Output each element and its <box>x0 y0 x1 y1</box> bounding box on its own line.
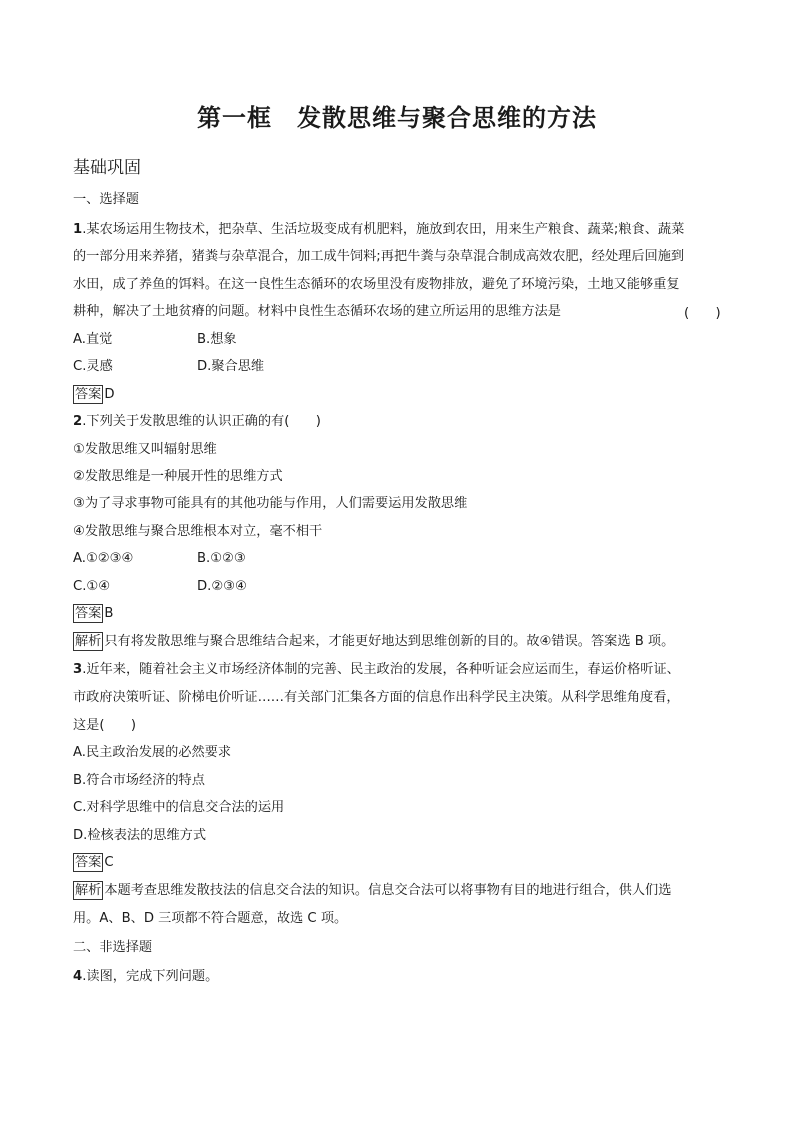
part-heading: 二、非选择题 <box>73 940 153 955</box>
q3-option-a: A.民主政治发展的必然要求 <box>73 745 232 760</box>
q2-option-d: D.②③④ <box>197 579 247 594</box>
q1-option-b: B.想象 <box>197 332 237 347</box>
answer-tag: 答案 <box>75 855 102 870</box>
q2-option-c: C.①④ <box>73 579 111 594</box>
q3-line-1: 3.近年来，随着社会主义市场经济体制的完善、民主政治的发展，各种听证会应运而生，春运价格听证、 <box>73 662 680 677</box>
q2-option-a: A.①②③④ <box>73 551 134 566</box>
q3-line-2: 市政府决策听证、阶梯电价听证……有关部门汇集各方面的信息作出科学民主决策。从科学思维角度看， <box>73 690 680 705</box>
q1-answer: 答案 D <box>75 387 115 402</box>
q2-stem: 2.下列关于发散思维的认识正确的有( ) <box>73 414 321 429</box>
q1-line-1: 1.某农场运用生物技术，把杂草、生活垃圾变成有机肥料，施放到农田，用来生产粮食、蔬菜;粮食、蔬菜 <box>73 222 685 237</box>
q3-analysis-line-1: 解析 本题考查思维发散技法的信息交合法的知识。信息交合法可以将事物有目的地进行组合，供人们选 <box>75 883 672 898</box>
q1-line-2: 的一部分用来养猪，猪粪与杂草混合，加工成牛饲料;再把牛粪与杂草混合制成高效农肥，经处理后回施到 <box>73 249 685 264</box>
q1-option-d: D.聚合思维 <box>197 359 265 374</box>
q3-answer: 答案 C <box>75 855 114 870</box>
q1-line-3: 水田，成了养鱼的饵料。在这一良性生态循环的农场里没有废物排放，避免了环境污染，土地又能够重复 <box>73 277 680 292</box>
q1-line-4: 耕种，解决了土地贫瘠的问题。材料中良性生态循环农场的建立所运用的思维方法是 <box>73 304 561 319</box>
page-title: 第一框 发散思维与聚合思维的方法 <box>197 103 597 132</box>
q3-line-3: 这是( ) <box>73 718 137 733</box>
analysis-tag: 解析 <box>75 883 102 898</box>
q2-item-4: ④发散思维与聚合思维根本对立，毫不相干 <box>73 524 323 539</box>
q1-option-a: A.直觉 <box>73 332 113 347</box>
q3-option-d: D.检核表法的思维方式 <box>73 828 207 843</box>
q3-analysis-line-2: 用。A、B、D 三项都不符合题意，故选 C 项。 <box>73 911 348 926</box>
q1-option-c: C.灵感 <box>73 359 113 374</box>
q3-option-b: B.符合市场经济的特点 <box>73 773 205 788</box>
answer-tag: 答案 <box>75 387 102 402</box>
q2-item-1: ①发散思维又叫辐射思维 <box>73 442 217 457</box>
analysis-tag: 解析 <box>75 634 102 649</box>
q4-stem: 4.读图，完成下列问题。 <box>73 969 219 984</box>
part-heading: 一、选择题 <box>73 192 139 207</box>
q2-item-3: ③为了寻求事物可能具有的其他功能与作用，人们需要运用发散思维 <box>73 496 468 511</box>
q2-answer: 答案 B <box>75 606 114 621</box>
q3-option-c: C.对科学思维中的信息交合法的运用 <box>73 800 285 815</box>
q2-analysis: 解析 只有将发散思维与聚合思维结合起来，才能更好地达到思维创新的目的。故④错误。答案选 B 项。 <box>75 634 675 649</box>
q2-item-2: ②发散思维是一种展开性的思维方式 <box>73 469 283 484</box>
q1-answer-paren: ( ) <box>684 306 721 321</box>
q2-option-b: B.①②③ <box>197 551 246 566</box>
section-heading: 基础巩固 <box>73 158 141 178</box>
answer-tag: 答案 <box>75 606 102 621</box>
